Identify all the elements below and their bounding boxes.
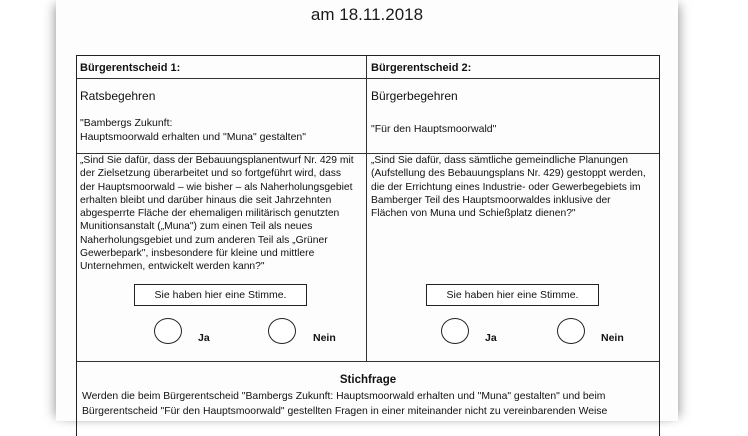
question-line: Flächen von Muna und Schießplatz dienen?" bbox=[371, 208, 576, 220]
question-line: Bamberger Teil des Hauptsmoorwaldes inklusive der bbox=[371, 194, 611, 206]
ballot-sheet bbox=[56, 0, 678, 421]
entscheid-2-question bbox=[371, 154, 656, 220]
entscheid-1-title bbox=[80, 117, 362, 144]
stichfrage-heading: Stichfrage bbox=[339, 374, 397, 386]
entscheid-1-stimme-box: Sie haben hier eine Stimme. bbox=[134, 284, 307, 306]
stichfrage-text bbox=[82, 390, 656, 419]
date-line: am 18.11.2018 bbox=[310, 5, 424, 24]
title-line: "Bambergs Zukunft: bbox=[80, 117, 173, 129]
question-line: „Sind Sie dafür, dass sämtliche gemeindliche Planungen bbox=[371, 155, 629, 166]
title-line: Hauptsmoorwald erhalten und "Muna" gestalten" bbox=[80, 130, 306, 143]
question-line: (Aufstellung des Bebauungsplans Nr. 429) gestoppt werden, bbox=[371, 168, 646, 180]
divider bbox=[77, 361, 659, 362]
entscheid-1-no-checkbox[interactable] bbox=[268, 318, 296, 344]
question-line: erhalten bleibt und darüber hinaus die seit Jahrzehnten bbox=[80, 194, 332, 206]
question-line: Gewerbepark", insbesondere für kleine und mittlere bbox=[80, 248, 315, 260]
entscheid-2-yes-checkbox[interactable] bbox=[441, 318, 469, 344]
question-line: der Hauptsmoorwald – wie bisher – als Naherholungsgebiet bbox=[80, 181, 353, 193]
entscheid-1-yes-label: Ja bbox=[198, 332, 210, 344]
entscheid-2-stimme-box: Sie haben hier eine Stimme. bbox=[426, 284, 599, 306]
entscheid-2-no-label: Nein bbox=[601, 332, 624, 344]
question-line: der Zielsetzung überarbeitet und so fortgeführt wird, dass bbox=[80, 168, 341, 180]
entscheid-1-question bbox=[80, 154, 362, 274]
question-line: Munitionsanstalt („Muna") zum einen Teil als neues bbox=[80, 221, 313, 233]
entscheid-1-kind: Ratsbegehren bbox=[80, 89, 156, 103]
question-line: Unternehmen, entwickelt werden kann?" bbox=[80, 261, 265, 273]
entscheid-2-heading: Bürgerentscheid 2: bbox=[371, 62, 472, 74]
question-line: die der Errichtung eines Industrie- oder Gewerbegebiets im bbox=[371, 181, 641, 193]
ballot-table bbox=[76, 55, 660, 436]
divider bbox=[77, 78, 659, 79]
entscheid-2-title: "Für den Hauptsmoorwald" bbox=[371, 123, 497, 135]
entscheid-2-kind: Bürgerbegehren bbox=[371, 89, 458, 103]
entscheid-1-no-label: Nein bbox=[313, 332, 336, 344]
question-line: Naherholungsgebiet und zum anderen Teil als „Grüner bbox=[80, 234, 328, 246]
entscheid-1-heading: Bürgerentscheid 1: bbox=[80, 62, 181, 74]
stichfrage-line: Bürgerentscheid "Für den Hauptsmoorwald" gestellten Fragen in einer miteinander nicht zu vereinbarenden Weise bbox=[82, 405, 608, 417]
entscheid-1-yes-checkbox[interactable] bbox=[154, 318, 182, 344]
entscheid-2-yes-label: Ja bbox=[485, 332, 497, 344]
entscheid-2-no-checkbox[interactable] bbox=[557, 318, 585, 344]
column-divider bbox=[366, 56, 367, 361]
question-line: „Sind Sie dafür, dass der Bebauungsplanentwurf Nr. 429 mit bbox=[80, 155, 354, 166]
stichfrage-line: Werden die beim Bürgerentscheid "Bambergs Zukunft: Hauptsmoorwald erhalten und "Muna" gestalten" und beim bbox=[82, 391, 606, 402]
question-line: abgesperrte Fläche der ehemaligen militärisch genutzten bbox=[80, 208, 340, 220]
